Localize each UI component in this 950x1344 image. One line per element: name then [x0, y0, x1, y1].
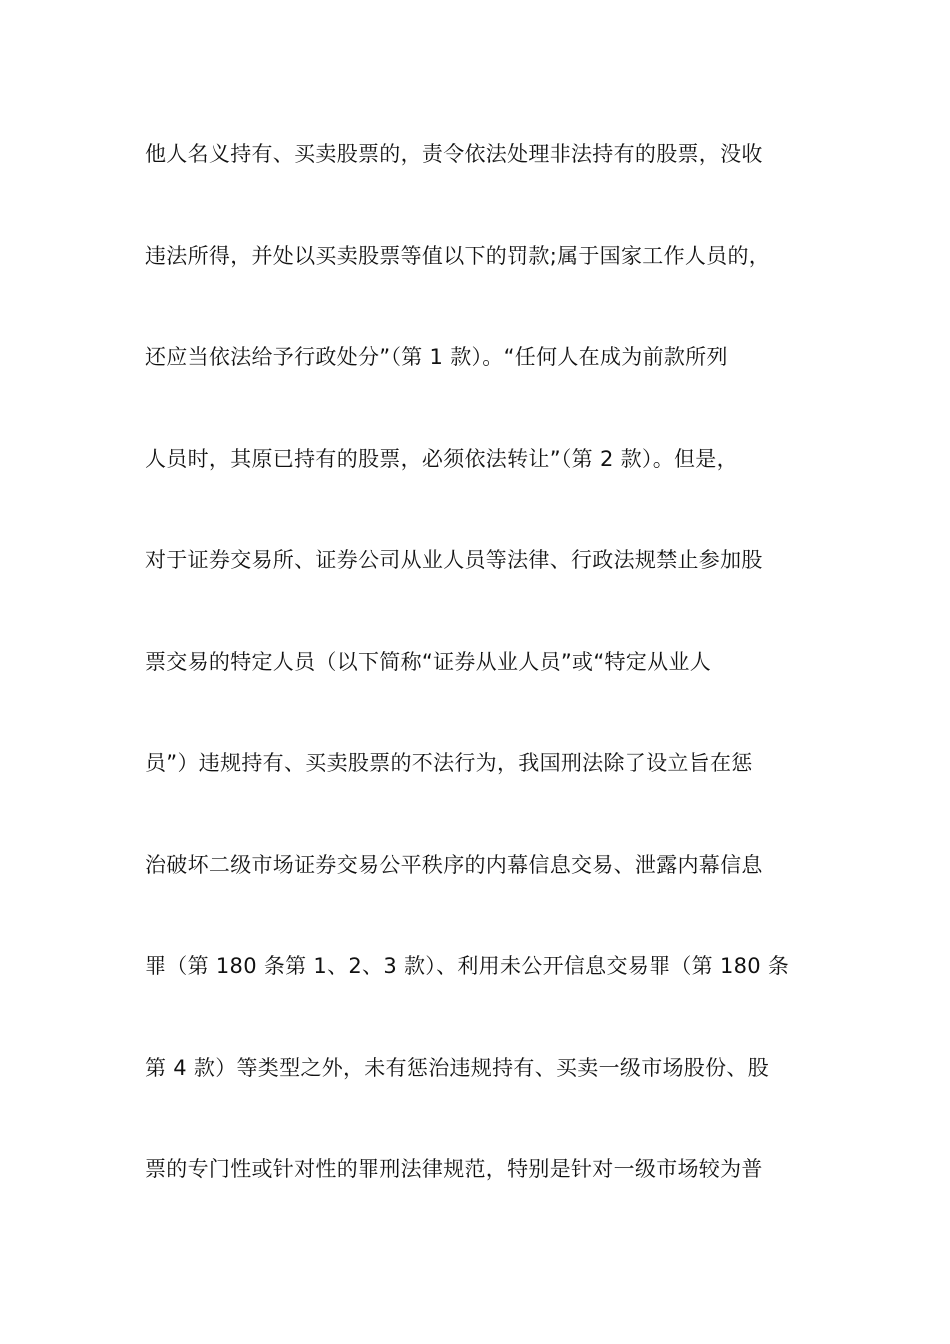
text-line-5: 对于证券交易所、证券公司从业人员等法律、行政法规禁止参加股 [145, 548, 763, 572]
text-line-7: 员”）违规持有、买卖股票的不法行为，我国刑法除了设立旨在惩 [145, 751, 753, 775]
text-line-10: 第 4 款）等类型之外，未有惩治违规持有、买卖一级市场股份、股 [145, 1055, 770, 1080]
text-line-1: 他人名义持有、买卖股票的，责令依法处理非法持有的股票，没收 [145, 142, 763, 166]
text-line-11: 票的专门性或针对性的罪刑法律规范，特别是针对一级市场较为普 [145, 1157, 763, 1181]
text-line-8: 治破坏二级市场证券交易公平秩序的内幕信息交易、泄露内幕信息 [145, 852, 763, 877]
text-line-9: 罪（第 180 条第 1、2、3 款）、利用未公开信息交易罪（第 180 条 [145, 954, 790, 978]
text-line-3: 还应当依法给予行政处分”（第 1 款）。“任何人在成为前款所列 [145, 345, 728, 369]
text-line-4: 人员时，其原已持有的股票，必须依法转让”（第 2 款）。但是， [145, 446, 738, 471]
text-line-6: 票交易的特定人员（以下简称“证券从业人员”或“特定从业人 [145, 649, 712, 674]
document-body-text [145, 137, 825, 1254]
text-line-2: 违法所得，并处以买卖股票等值以下的罚款;属于国家工作人员的， [145, 243, 771, 268]
